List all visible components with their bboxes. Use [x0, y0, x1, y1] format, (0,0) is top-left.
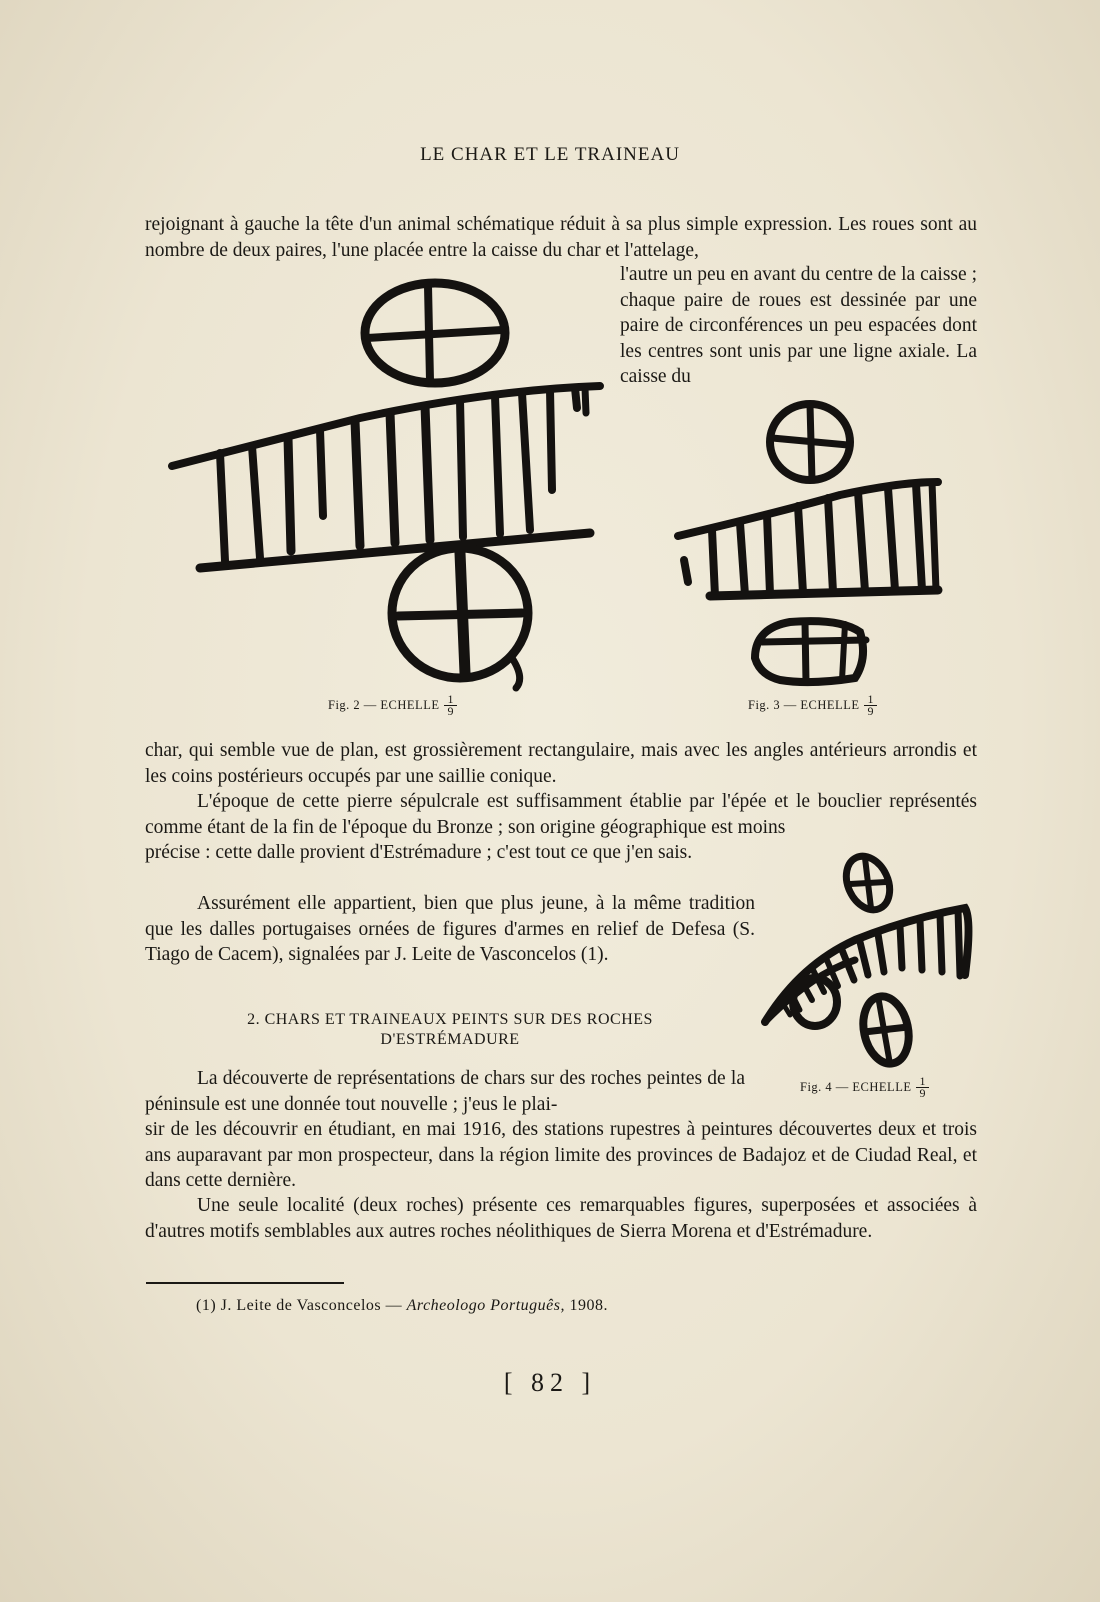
section-heading [145, 1010, 755, 1050]
paragraph: précise : cette dalle provient d'Estrémadure ; c'est tout ce que j'en sais. [145, 842, 693, 863]
fraction-numerator: 1 [444, 694, 457, 706]
paragraph: L'époque de cette pierre sépulcrale est suffisamment établie par l'épée et le bouclier représentés comme étant de la fin de l'époque du Bronze ; son origine géographique est moins [145, 791, 977, 838]
caption-label: Fig. 4 — ECHELLE [800, 1080, 912, 1094]
fraction-denominator: 9 [867, 704, 874, 718]
paragraph: La découverte de représentations de chars sur des roches peintes de la péninsule est une donnée tout nouvelle ; j'eus le plai- [145, 1068, 745, 1115]
footnote-year: 1908. [569, 1297, 608, 1314]
fraction-numerator: 1 [916, 1076, 929, 1088]
figure-4-chariot-drawing [760, 850, 990, 1075]
section-heading-line: D'ESTRÉMADURE [380, 1031, 520, 1048]
paragraph: char, qui semble vue de plan, est grossièrement rectangulaire, mais avec les angles antérieurs arrondis et les coins postérieurs occupés par une saillie conique. [145, 740, 977, 787]
footnote-author: J. Leite de Vasconcelos — [220, 1297, 403, 1314]
scale-fraction [864, 694, 877, 717]
figure-3-caption [748, 694, 877, 717]
page-number: [ 82 ] [503, 1368, 597, 1397]
footnote-separator [146, 1282, 344, 1284]
paragraph: Assurément elle appartient, bien que plus jeune, à la même tradition que les dalles portugaises ornées de figures d'armes en relief de Defesa (S. Tiago de Cacem), signalées par J. Leite de Vasconcelos (1). [145, 893, 755, 966]
fraction-denominator: 9 [447, 704, 454, 718]
figure-3-chariot-drawing [670, 400, 950, 690]
figure-4-caption [800, 1076, 929, 1099]
figure-2-caption [328, 694, 457, 717]
paragraph: sir de les découvrir en étudiant, en mai 1916, des stations rupestres à peintures découvertes deux et trois ans auparavant par mon prospecteur, dans la région limite des provinces de Badajoz et de Ciudad Real, et dans cette dernière. [145, 1119, 977, 1192]
caption-label: Fig. 2 — ECHELLE [328, 698, 440, 712]
paragraph: rejoignant à gauche la tête d'un animal schématique réduit à sa plus simple expression. Les roues sont au nombre de deux paires, l'une placée entre la caisse du char et l'attelage, [145, 214, 977, 261]
footnote-work: Archeologo Português, [406, 1297, 565, 1314]
figure-2-chariot-drawing [160, 278, 610, 708]
fraction-denominator: 9 [919, 1086, 926, 1100]
footnote [196, 1297, 608, 1315]
paragraph: Une seule localité (deux roches) présente ces remarquables figures, superposées et associées à d'autres motifs semblables aux autres roches néolithiques de Sierra Morena et d'Estrémadure. [145, 1195, 977, 1242]
footnote-marker: (1) [196, 1297, 217, 1314]
running-head: LE CHAR ET LE TRAINEAU [420, 144, 680, 165]
caption-label: Fig. 3 — ECHELLE [748, 698, 860, 712]
scale-fraction [916, 1076, 929, 1099]
section-heading-line: 2. CHARS ET TRAINEAUX PEINTS SUR DES ROCHES [247, 1011, 653, 1028]
paragraph: l'autre un peu en avant du centre de la caisse ; chaque paire de roues est dessinée par une paire de circonférences un peu espacées dont les centres sont unis par une ligne axiale. La caisse du [620, 264, 977, 388]
fraction-numerator: 1 [864, 694, 877, 706]
scale-fraction [444, 694, 457, 717]
